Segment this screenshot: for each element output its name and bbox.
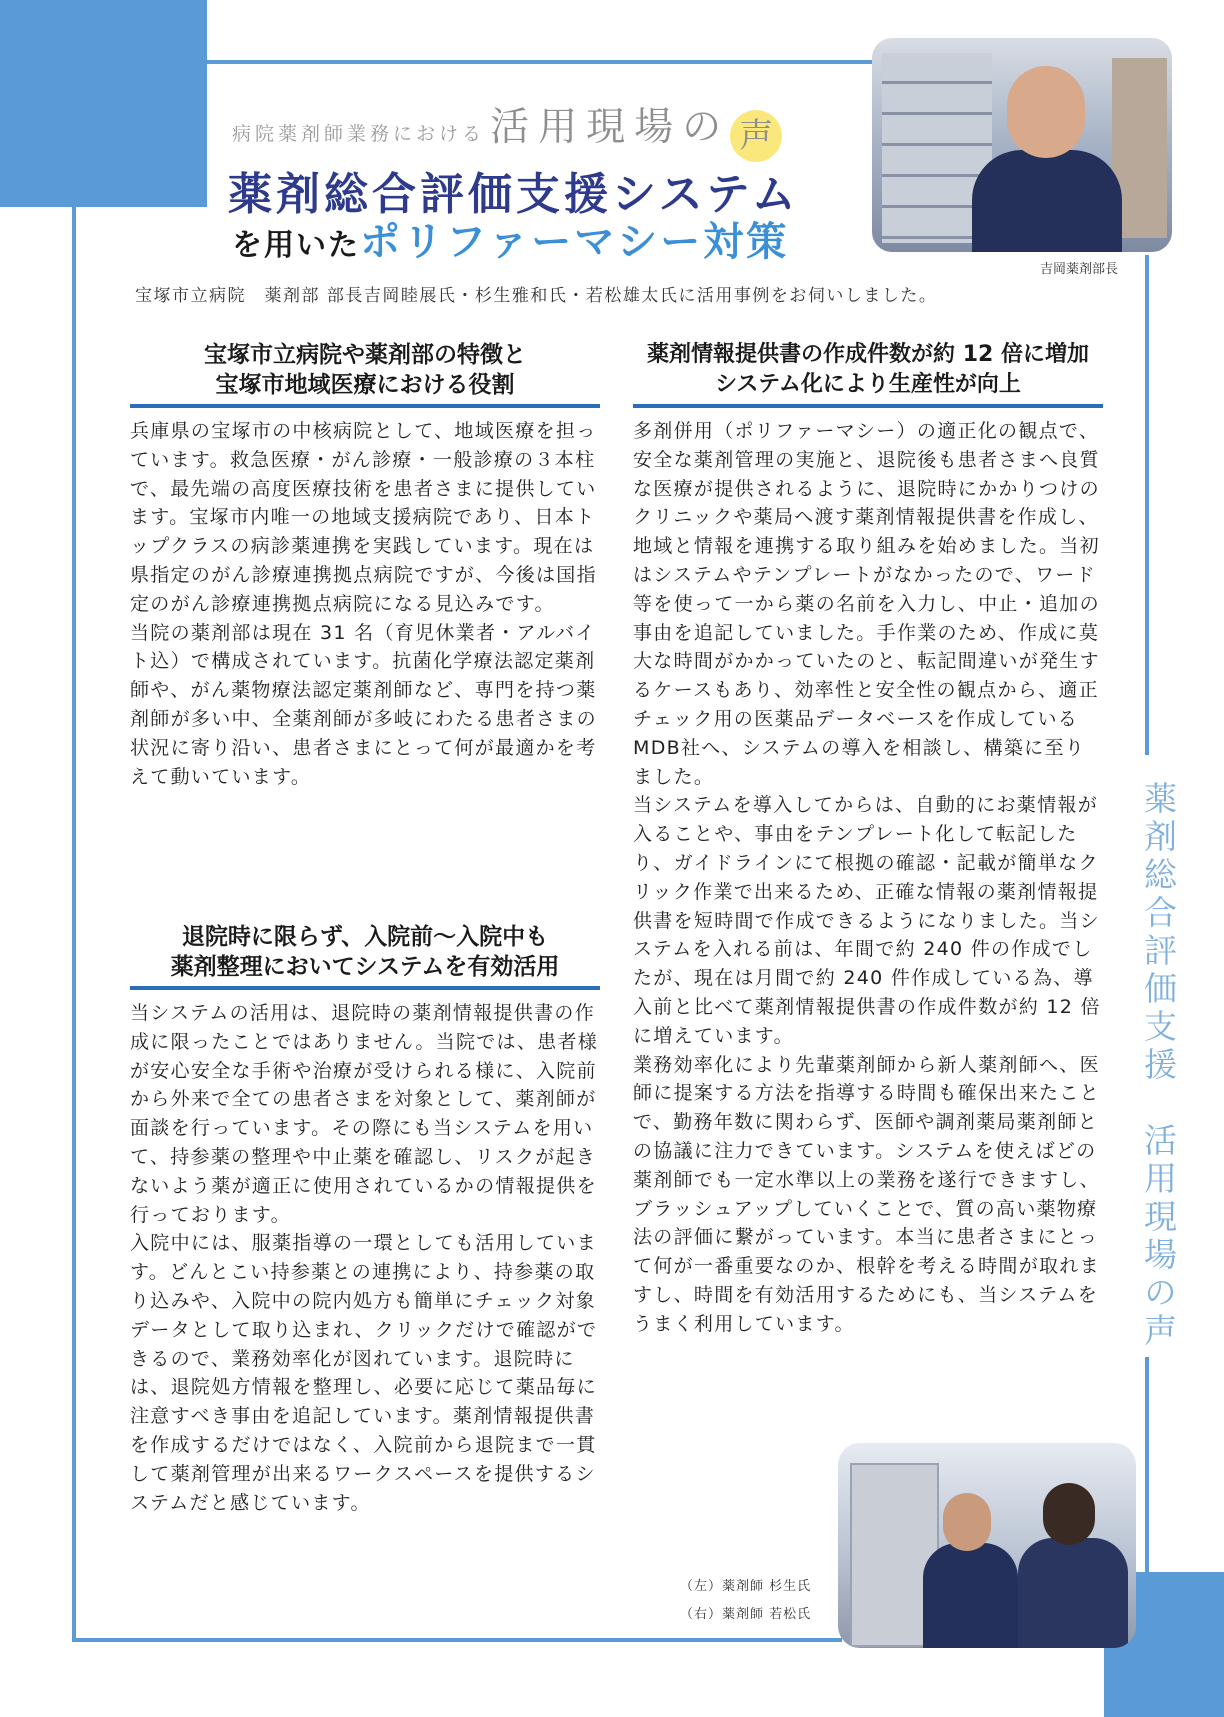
photo-person-right-head	[1043, 1483, 1095, 1545]
heading-line: 宝塚市立病院や薬剤部の特徴と	[204, 342, 526, 368]
vertical-side-title: 薬剤総合評価支援 活用現場の声	[1135, 775, 1182, 1357]
photo-person-head	[1007, 66, 1085, 158]
frame-line-right-lower	[1145, 1350, 1149, 1590]
header-kicker	[232, 96, 782, 162]
subtitle-blue-part: ポリファーマシー対策	[360, 219, 790, 265]
voice-circle: 声	[730, 110, 782, 162]
section-body	[130, 417, 600, 791]
section-hospital-features	[130, 340, 600, 791]
intro-line: 宝塚市立病院 薬剤部 部長吉岡睦展氏・杉生雅和氏・若松雄太氏に活用事例をお伺いしました。	[135, 286, 938, 306]
kicker-small-text: 病院薬剤師業務における	[232, 123, 486, 145]
kicker-big-text: 活用現場の	[490, 105, 731, 150]
frame-line-top	[207, 60, 872, 64]
photo-pharmacists	[838, 1443, 1136, 1648]
subtitle-black-part: を用いた	[232, 228, 360, 263]
photo-person-left-head	[943, 1493, 991, 1551]
heading-line: 薬剤整理においてシステムを有効活用	[170, 954, 560, 980]
paragraph: 入院中には、服薬指導の一環としても活用しています。どんとこい持参薬との連携により、持参薬の取り込みや、入院中の院内処方も簡単にチェック対象データとして取り込まれ、クリックだけで確認ができるので、業務効率化が図れています。退院時には、退院処方情報を整理し、必要に応じて薬品毎に注意すべき事由を追記しています。薬剤情報提供書を作成するだけではなく、入院前から退院まで一貫して薬剤管理が出来るワークスペースを提供するシステムだと感じています。	[130, 1232, 598, 1514]
photo-pharmacy-director	[872, 38, 1172, 252]
section-system-usage	[130, 922, 600, 1517]
photo-bottom-caption-left: （左）薬剤師 杉生氏	[680, 1579, 812, 1594]
heading-line: システム化により生産性が向上	[715, 372, 1021, 397]
page-subtitle	[232, 210, 789, 267]
frame-line-right-upper	[1145, 255, 1149, 755]
corner-decoration-top-left	[0, 0, 207, 207]
section-body	[130, 999, 600, 1517]
photo-person-right-body	[1018, 1538, 1128, 1648]
heading-line: 宝塚市地域医療における役割	[215, 372, 515, 398]
heading-line: 退院時に限らず、入院前～入院中も	[181, 924, 549, 950]
section-heading	[130, 340, 600, 408]
heading-line: 薬剤情報提供書の作成件数が約 12 倍に増加	[647, 342, 1089, 367]
photo-bottom-caption-right: （右）薬剤師 若松氏	[680, 1607, 812, 1622]
frame-line-bottom	[72, 1638, 842, 1642]
section-productivity	[633, 340, 1103, 1339]
photo-person-body	[972, 150, 1122, 252]
paragraph: 当システムを導入してからは、自動的にお薬情報が入ることや、事由をテンプレート化して転記したり、ガイドラインにて根拠の確認・記載が簡単なクリック作業で出来るため、正確な情報の薬剤情報提供書を短時間で作成できるようになりました。当システムを入れる前は、年間で約 240 件の作成でしたが、現在は月間で約 240 件作成している為、導入前と比べて薬剤情報提供書の作成件数が約 12 倍に増えています。	[633, 794, 1101, 1047]
photo-person-left-body	[923, 1543, 1018, 1648]
paragraph: 多剤併用（ポリファーマシー）の適正化の観点で、安全な薬剤管理の実施と、退院後も患者さまへ良質な医療が提供されるように、退院時にかかりつけのクリニックや薬局へ渡す薬剤情報提供書を作成し、地域と情報を連携する取り組みを始めました。当初はシステムやテンプレートがなかったので、ワード等を使って一から薬の名前を入力し、中止・追加の事由を追記していました。手作業のため、作成に莫大な時間がかかっていたのと、転記間違いが発生するケースもあり、効率性と安全性の観点から、適正チェック用の医薬品データベースを作成しているMDB社へ、システムの導入を相談し、構築に至りました。	[633, 420, 1100, 788]
paragraph: 当システムの活用は、退院時の薬剤情報提供書の作成に限ったことではありません。当院では、患者様が安心安全な手術や治療が受けられる様に、入院前から外来で全ての患者さまを対象として、薬剤師が面談を行っています。その際にも当システムを用いて、持参薬の整理や中止薬を確認し、リスクが起きないよう薬が適正に使用されているかの情報提供を行っております。	[130, 1002, 599, 1226]
paragraph: 兵庫県の宝塚市の中核病院として、地域医療を担っています。救急医療・がん診療・一般診療の３本柱で、最先端の高度医療技術を患者さまに提供しています。宝塚市内唯一の地域支援病院であり、日本トップクラスの病診薬連携を実践しています。現在は県指定のがん診療連携拠点病院ですが、今後は国指定のがん診療連携拠点病院になる見込みです。	[130, 420, 597, 615]
section-heading	[633, 340, 1103, 408]
page-title: 薬剤総合評価支援システム	[228, 169, 800, 220]
paragraph: 業務効率化により先輩薬剤師から新人薬剤師へ、医師に提案する方法を指導する時間も確保出来たことで、勤務年数に関わらず、医師や調剤薬局薬剤師との協議に注力できています。システムを使えばどの薬剤師でも一定水準以上の業務を遂行できますし、ブラッシュアップしていくことで、質の高い薬物療法の評価に繋がっています。本当に患者さまにとって何が一番重要なのか、根幹を考える時間が取れますし、時間を有効活用するためにも、当システムをうまく利用しています。	[633, 1053, 1100, 1335]
paragraph: 当院の薬剤部は現在 31 名（育児休業者・アルバイト込）で構成されています。抗菌化学療法認定薬剤師や、がん薬物療法認定薬剤師など、専門を持つ薬剤師が多い中、全薬剤師が多岐にわたる患者さまの状況に寄り沿い、患者さまにとって何が最適かを考えて動いています。	[130, 621, 597, 788]
section-heading	[130, 922, 600, 990]
frame-line-left	[72, 207, 76, 1642]
section-body	[633, 417, 1103, 1339]
photo-top-caption: 吉岡薬剤部長	[1040, 262, 1119, 277]
